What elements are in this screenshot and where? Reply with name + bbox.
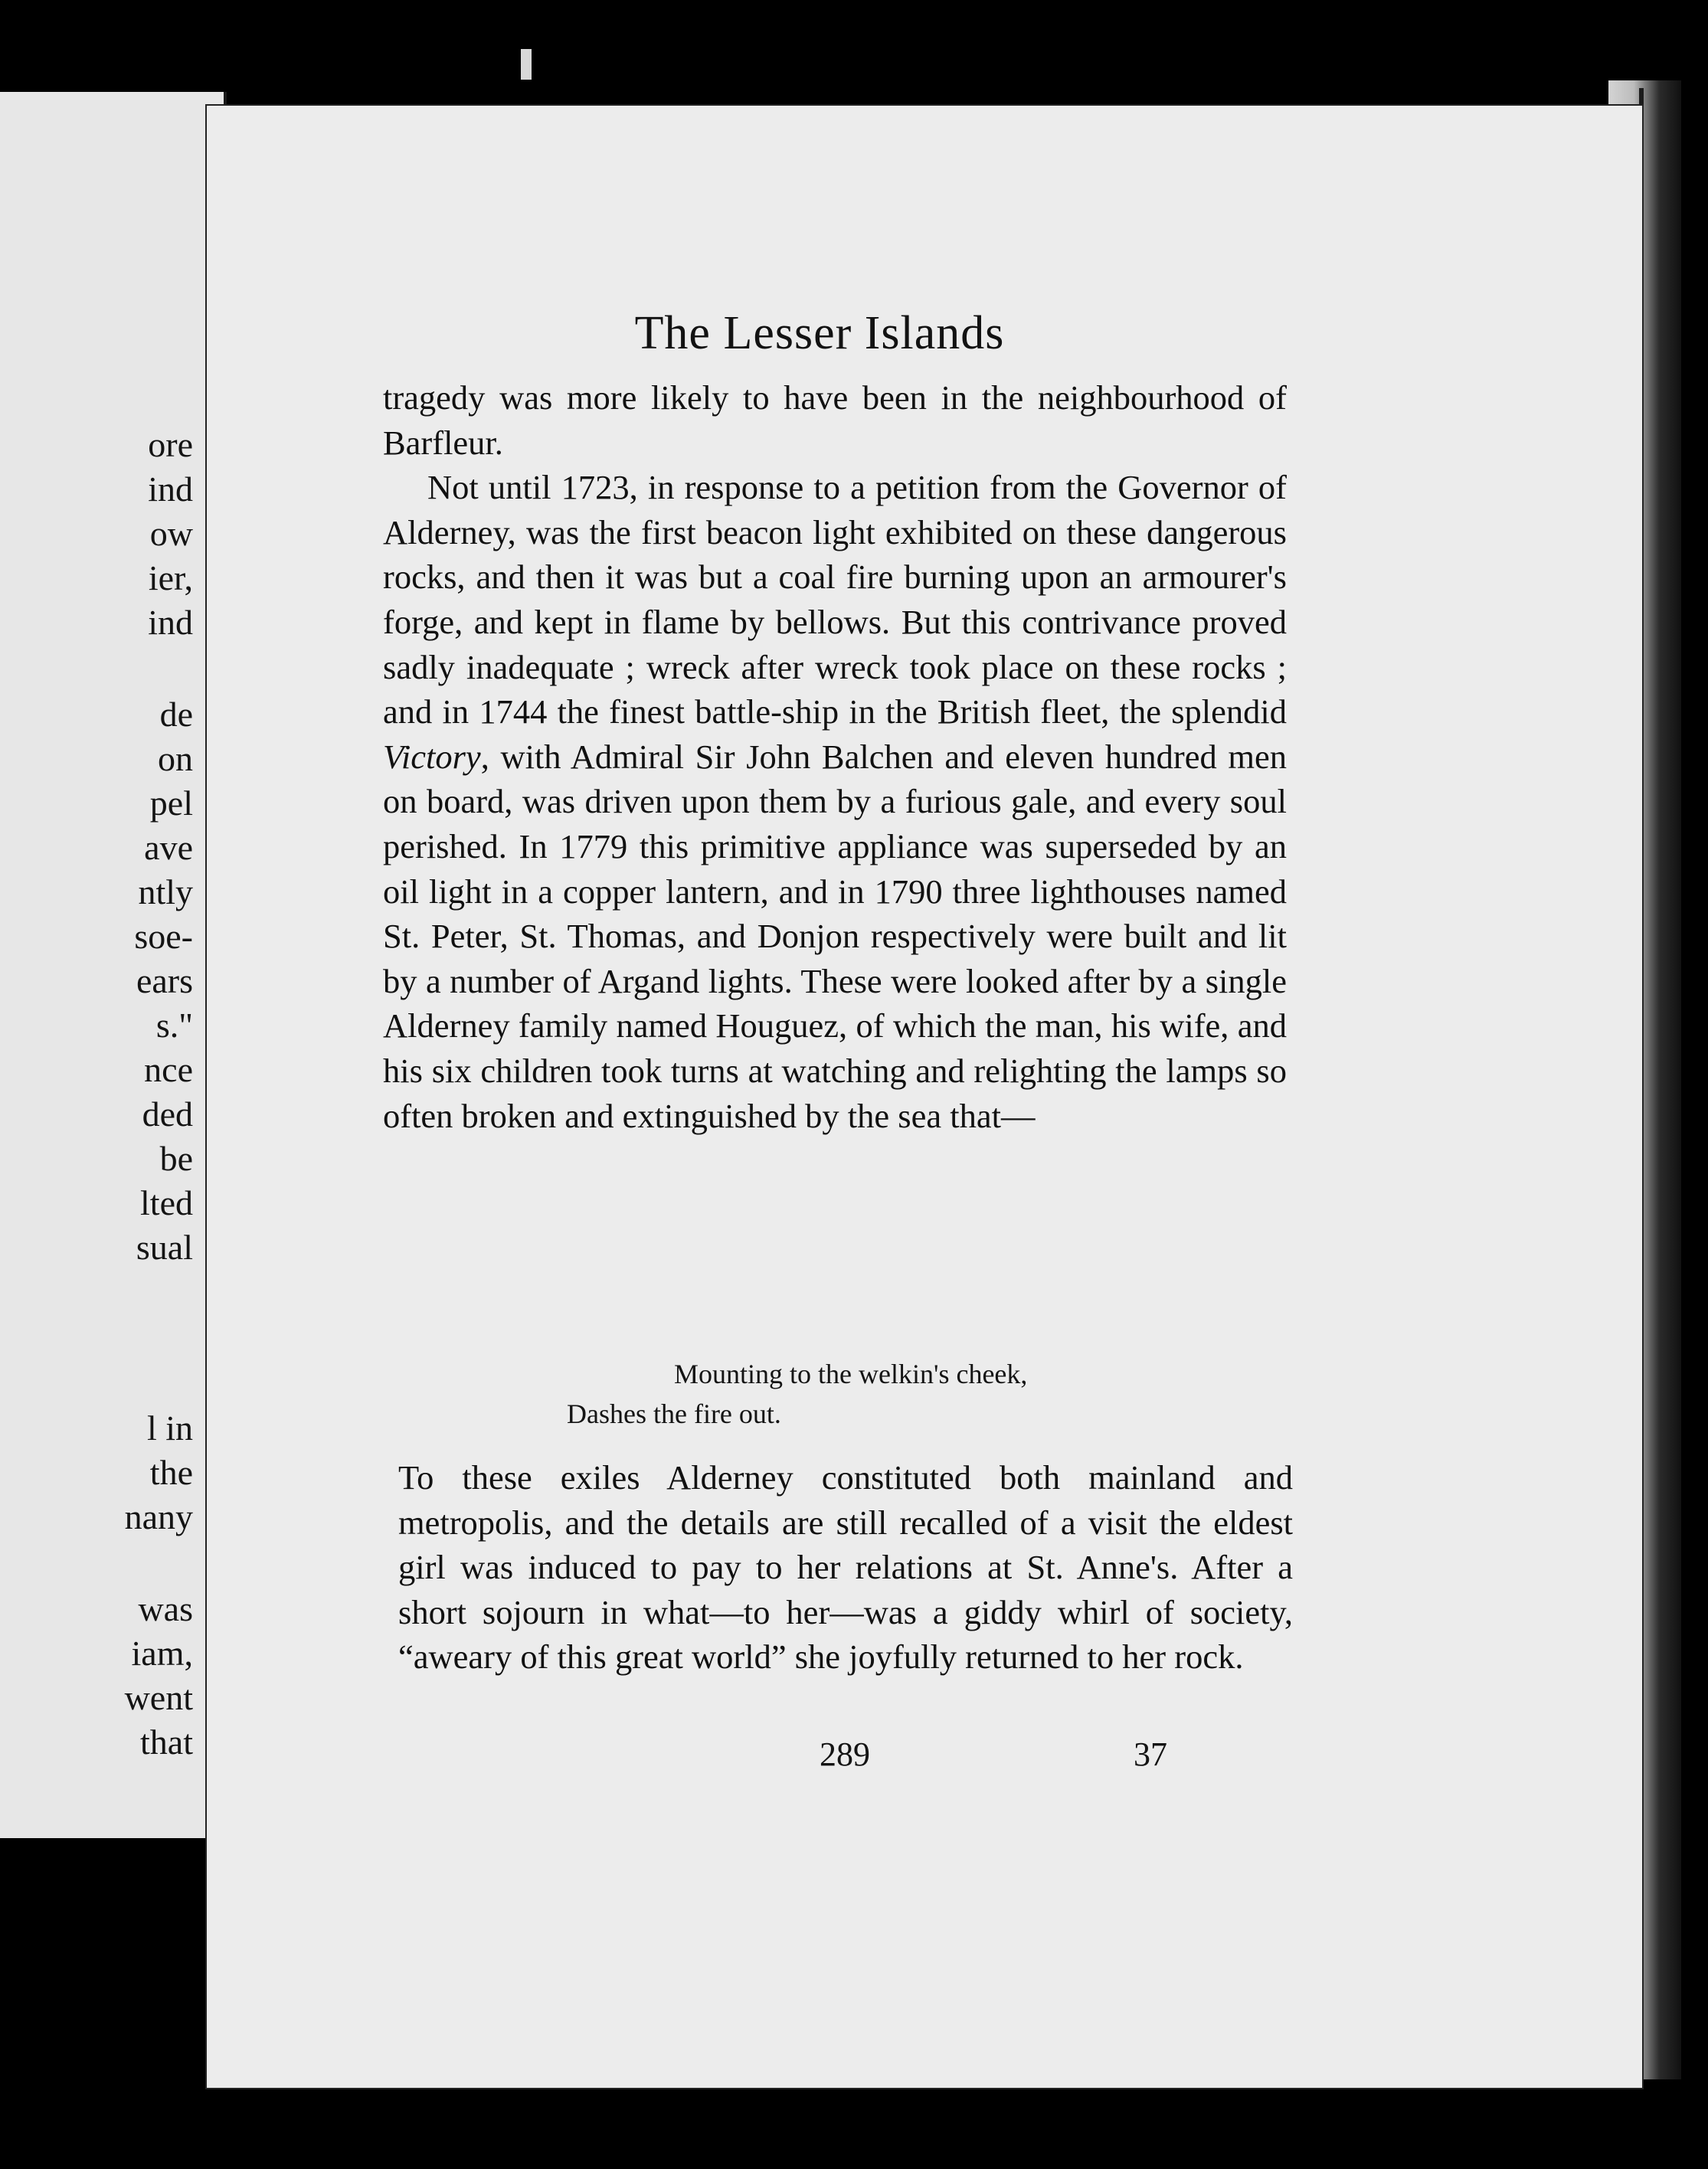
- scan-speck: [521, 49, 532, 80]
- left-line: ow: [149, 514, 193, 553]
- signature-mark: 37: [1134, 1736, 1167, 1773]
- left-line: on: [158, 739, 193, 778]
- left-line: ave: [144, 828, 193, 867]
- paragraph-1: tragedy was more likely to have been in the neighbourhood of Barfleur.: [383, 378, 1287, 462]
- verse-line-1: Mounting to the welkin's cheek,: [674, 1359, 1028, 1389]
- running-head: The Lesser Islands: [634, 307, 1005, 359]
- ship-name: Victory: [383, 737, 481, 776]
- paragraph-3: To these exiles Alderney constituted both mainland and metropolis, and the details are still recalled of a visit the eldest girl was induced to pay to her relations at St. Anne's. After a short sojourn in what—to her—was a giddy whirl of society, “aweary of this great world” she joyfully returned to her rock.: [398, 1458, 1293, 1677]
- verse-quotation: [567, 1354, 1256, 1434]
- verse-line-2: Dashes the fire out.: [567, 1399, 781, 1429]
- paragraph-2-part-2: , with Admiral Sir John Balchen and eleven hundred men on board, was driven upon them by a furious gale, and every soul perished. In 1779 this primitive appliance was superseded by an oil light in a copper lantern, and in 1790 three lighthouses named St. Peter, St. Thomas, and Donjon respectively were built and lit by a number of Argand lights. These were looked after by a single Alderney family named Houguez, of which the man, his wife, and his six children took turns at watching and relighting the lamps so often broken and extinguished by the sea that—: [383, 737, 1287, 1135]
- left-line: the: [149, 1453, 193, 1492]
- body-text: [383, 375, 1287, 1138]
- left-line: went: [124, 1678, 193, 1717]
- left-line: sual: [136, 1228, 193, 1267]
- paragraph-2-part-1: Not until 1723, in response to a petition from the Governor of Alderney, was the first beacon light exhibited on these dangerous rocks, and then it was but a coal fire burning upon an armourer's forge, and kept in flame by bellows. But this contrivance proved sadly inadequate ; wreck after wreck took place on these rocks ; and in 1744 the finest battle-ship in the British fleet, the splendid: [383, 468, 1287, 731]
- left-line: was: [138, 1589, 193, 1628]
- left-line: l in: [146, 1408, 193, 1448]
- left-line: iam,: [131, 1634, 193, 1673]
- left-line: ind: [148, 469, 193, 509]
- left-line: soe-: [134, 917, 193, 956]
- left-line: de: [159, 695, 193, 734]
- paragraph-2: [383, 465, 1287, 1138]
- left-line: pel: [149, 784, 193, 823]
- left-line: that: [140, 1722, 193, 1762]
- left-line: ears: [136, 961, 193, 1000]
- page-number: 289: [820, 1736, 870, 1773]
- left-line: be: [159, 1139, 193, 1178]
- left-line: ded: [142, 1094, 193, 1134]
- left-line: ind: [148, 603, 193, 642]
- left-line: nany: [124, 1497, 193, 1536]
- previous-page-fragment: [0, 92, 227, 1838]
- left-line: ore: [148, 425, 193, 464]
- left-line: ier,: [148, 558, 193, 597]
- left-line: lted: [140, 1183, 193, 1222]
- left-line: nce: [144, 1050, 193, 1089]
- left-line: s.": [155, 1006, 193, 1045]
- left-line: ntly: [138, 872, 193, 911]
